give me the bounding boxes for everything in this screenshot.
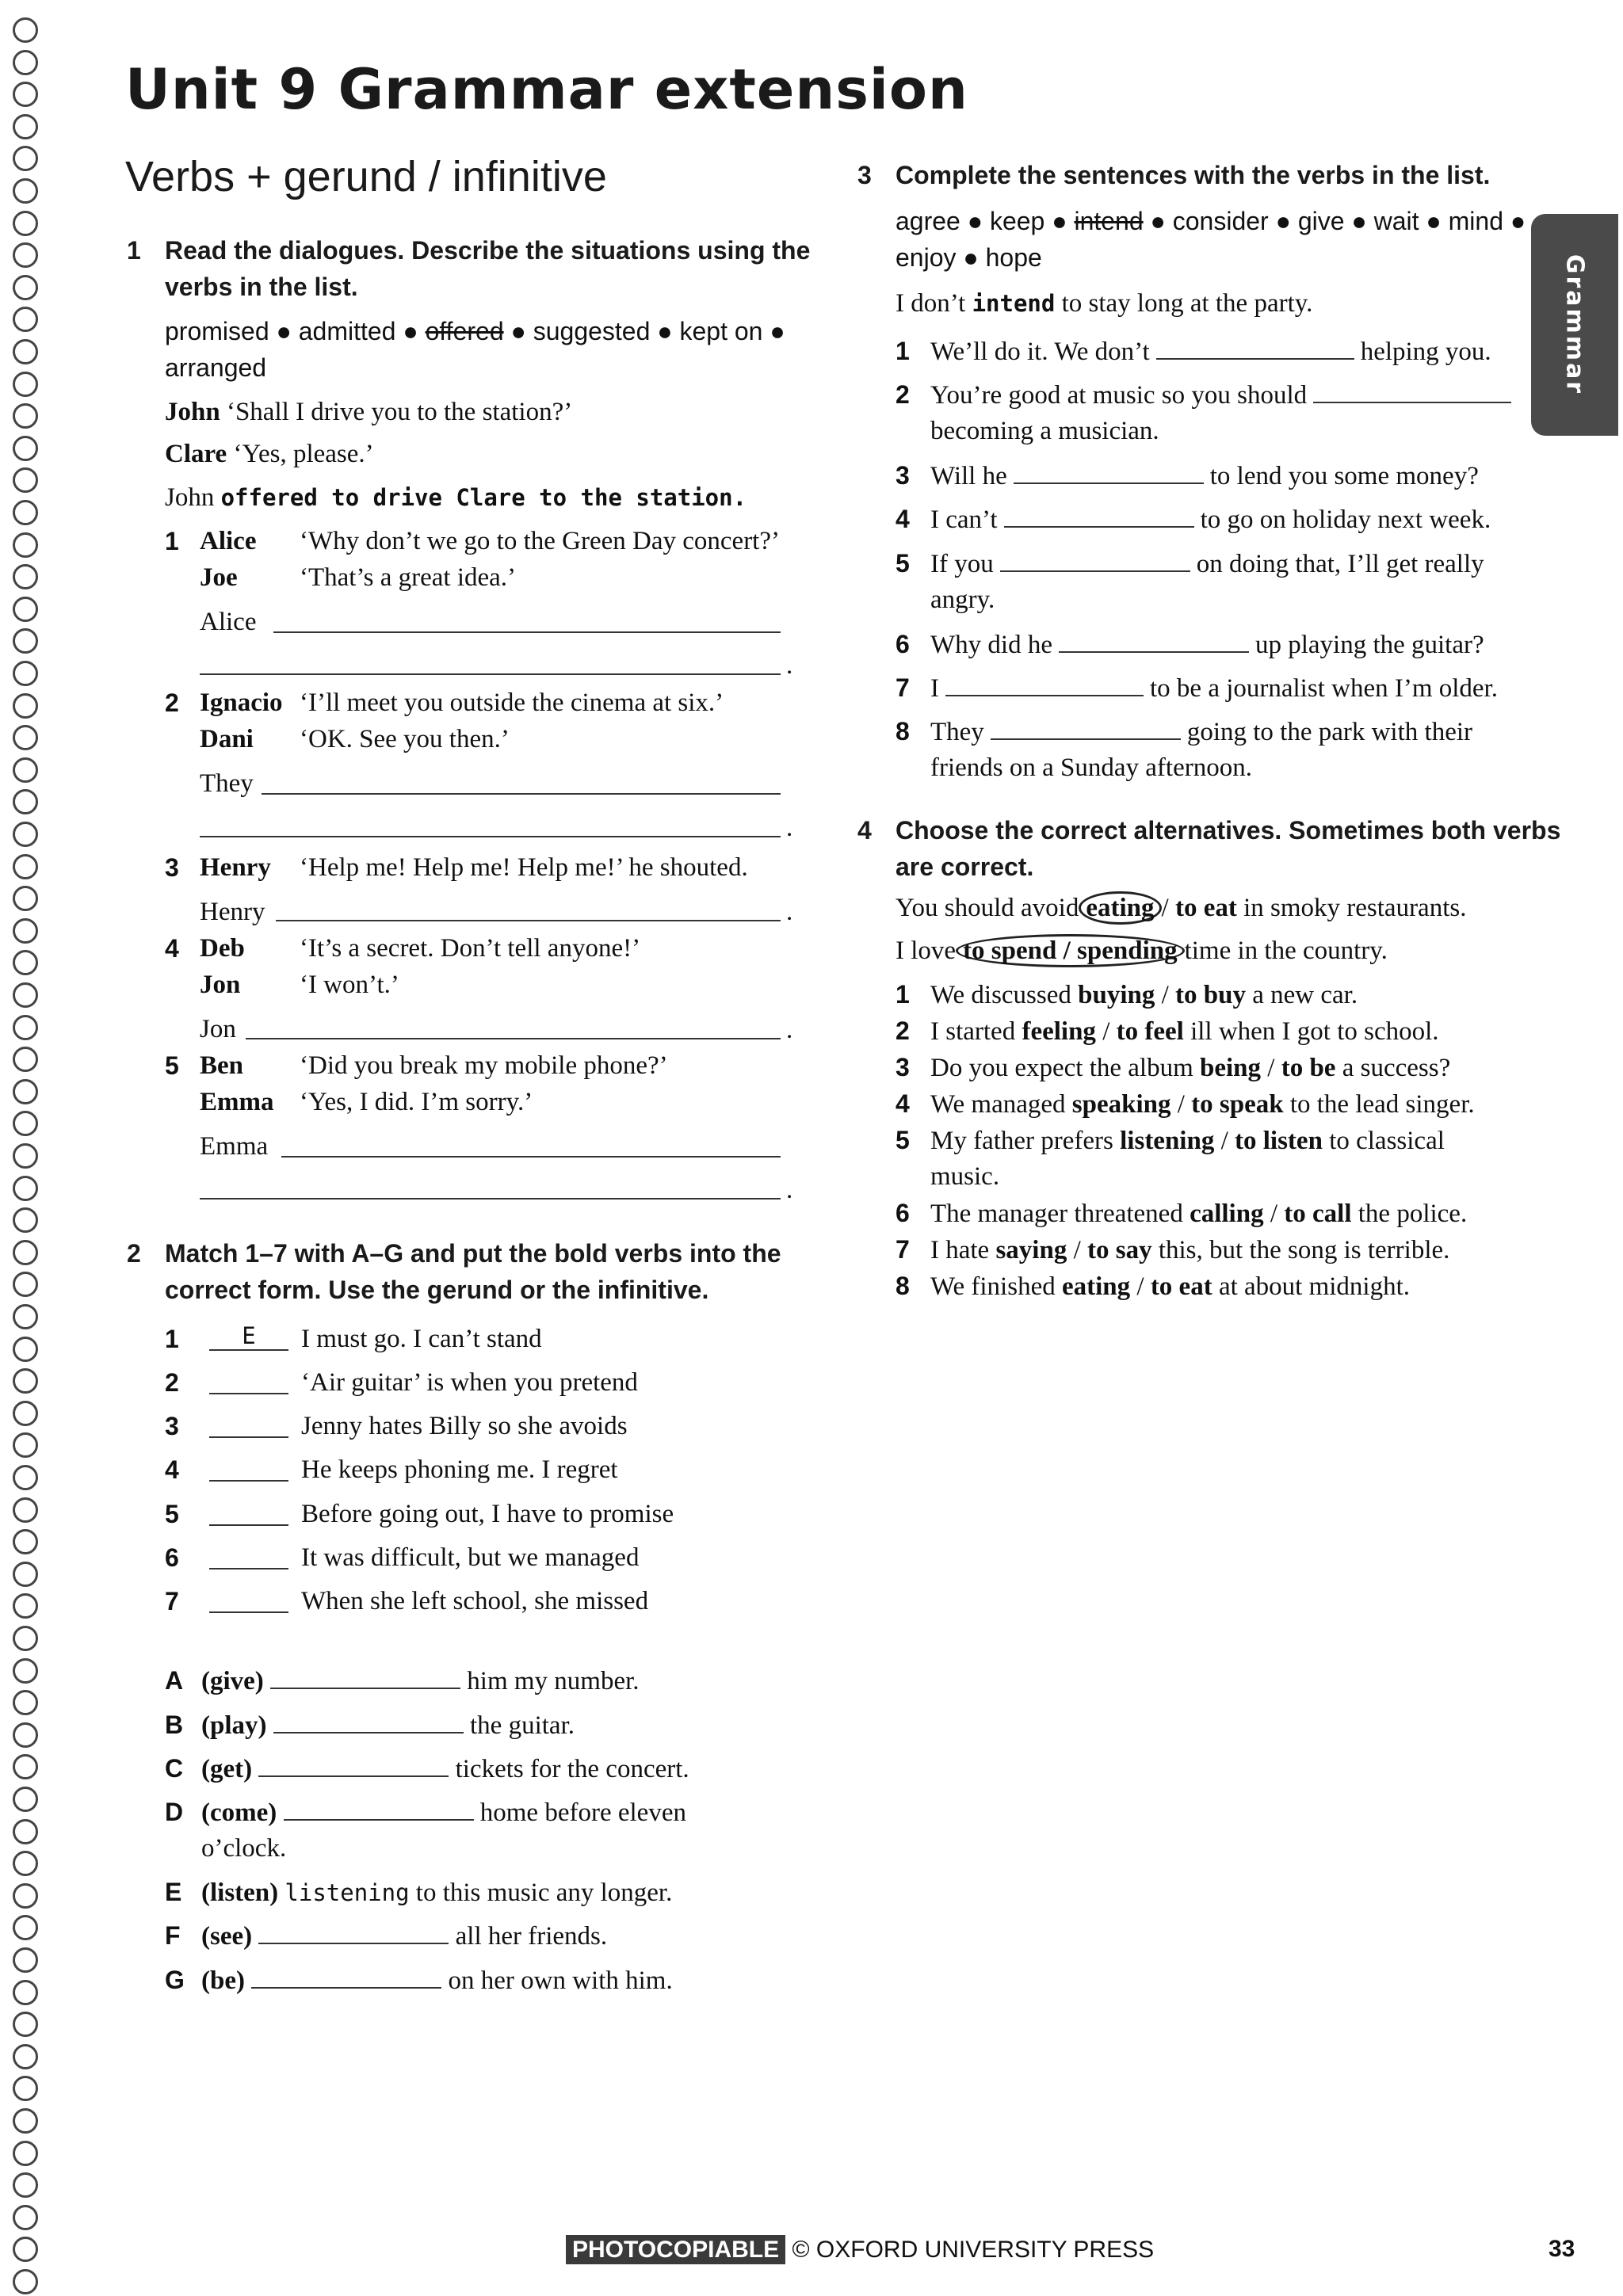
binding-ring: [13, 1176, 38, 1201]
answer-line[interactable]: [281, 1156, 781, 1158]
word-item: kept on: [679, 317, 763, 345]
choice-option[interactable]: buying: [1078, 981, 1155, 1009]
binding-ring: [13, 339, 38, 364]
binding-ring: [13, 1883, 38, 1909]
answer-line[interactable]: [200, 836, 781, 837]
match-answer-blank[interactable]: [209, 1501, 288, 1526]
binding-ring: [13, 1690, 38, 1715]
ex2-ending: D (come) home before eleven: [165, 1794, 686, 1831]
choice-option[interactable]: listening: [1120, 1127, 1215, 1155]
ex4-item: 7 I hate saying / to say this, but the song is terrible.: [896, 1235, 1450, 1264]
binding-ring: [13, 1207, 38, 1233]
binding-ring: [13, 1432, 38, 1458]
binding-ring: [13, 1497, 38, 1523]
binding-ring: [13, 500, 38, 525]
binding-ring: [13, 822, 38, 847]
choice-option[interactable]: saying: [995, 1236, 1067, 1264]
binding-ring: [13, 1787, 38, 1812]
fill-blank[interactable]: [284, 1795, 474, 1821]
spiral-binding: [6, 0, 46, 2296]
choice-option[interactable]: calling: [1190, 1199, 1264, 1228]
circled-answer: to spend / spending: [956, 934, 1185, 967]
item-continuation: music.: [930, 1162, 1000, 1191]
dialogue-line: ‘Did you break my mobile phone?’: [300, 1051, 668, 1080]
speaker: Deb: [200, 934, 245, 963]
binding-ring: [13, 2237, 38, 2262]
binding-ring: [13, 950, 38, 975]
ex3-word-list: agree ● keep ● intend ● consider ● give ● wait ● mind ●: [896, 207, 1526, 235]
ex1-example-line2: Clare ‘Yes, please.’: [165, 440, 374, 468]
binding-ring: [13, 1754, 38, 1779]
answer-line[interactable]: [262, 793, 781, 795]
fill-blank[interactable]: [1000, 547, 1190, 572]
ex1-item-2: 2: [165, 688, 179, 717]
ex2-ending: G (be) on her own with him.: [165, 1962, 673, 1999]
binding-ring: [13, 1304, 38, 1329]
word-item: admitted: [298, 317, 396, 345]
dialogue-line: ‘It’s a secret. Don’t tell anyone!’: [300, 934, 641, 963]
binding-ring: [13, 307, 38, 332]
binding-ring: [13, 1337, 38, 1362]
ex1-instruction-line2: verbs in the list.: [165, 273, 358, 301]
speaker: Joe: [200, 563, 238, 592]
binding-ring: [13, 275, 38, 300]
ex3-number: 3: [857, 161, 872, 189]
period: .: [786, 1176, 793, 1204]
choice-option[interactable]: to call: [1284, 1199, 1352, 1228]
ex1-item-3: 3: [165, 853, 179, 882]
ex4-item: 3 Do you expect the album being / to be a success?: [896, 1053, 1451, 1082]
ex4-number: 4: [857, 816, 872, 845]
period: .: [786, 898, 793, 926]
dialogue-line: ‘Yes, I did. I’m sorry.’: [300, 1088, 533, 1116]
binding-ring: [13, 1111, 38, 1136]
ex1-word-list-line2: [165, 349, 266, 386]
speaker: Dani: [200, 725, 254, 753]
binding-ring: [13, 2269, 38, 2294]
match-answer-blank[interactable]: [209, 1413, 288, 1438]
binding-ring: [13, 2205, 38, 2230]
binding-ring: [13, 628, 38, 654]
footer-copyright: PHOTOCOPIABLE © OXFORD UNIVERSITY PRESS: [566, 2233, 1154, 2267]
binding-ring: [13, 82, 38, 107]
handwritten-answer: E: [242, 1322, 256, 1349]
binding-ring: [13, 1819, 38, 1844]
binding-ring: [13, 114, 38, 139]
speaker: Ben: [200, 1051, 244, 1080]
ex4-example1: You should avoid eating / to eat in smoky restaurants.: [896, 890, 1466, 926]
period: .: [786, 1016, 793, 1044]
ex4-item: 1 We discussed buying / to buy a new car.: [896, 980, 1358, 1009]
speaker: Henry: [200, 853, 271, 882]
binding-ring: [13, 1079, 38, 1104]
ex3-item: 2 You’re good at music so you should: [896, 376, 1518, 414]
ex2-ending: C (get) tickets for the concert.: [165, 1750, 689, 1787]
match-answer-blank[interactable]: [209, 1544, 288, 1569]
fill-blank[interactable]: [270, 1664, 460, 1689]
binding-ring: [13, 1722, 38, 1748]
choice-option[interactable]: eating: [1061, 1272, 1131, 1301]
speaker: Ignacio: [200, 688, 283, 717]
choice-option[interactable]: to eat: [1150, 1272, 1212, 1301]
fill-blank[interactable]: [1014, 459, 1204, 484]
ex2-ending: A (give) him my number.: [165, 1662, 640, 1699]
binding-ring: [13, 211, 38, 236]
ex2-number: 2: [127, 1239, 141, 1268]
dialogue-line: ‘Why don’t we go to the Green Day concert?’: [300, 527, 780, 555]
choice-option[interactable]: to speak: [1191, 1090, 1284, 1119]
fill-blank[interactable]: [258, 1919, 449, 1944]
ex2-instruction: 2 Match 1–7 with A–G and put the bold verbs into the correct form. Use the gerund or the infinitive.: [165, 1235, 781, 1308]
speaker: Alice: [200, 527, 257, 555]
fill-blank[interactable]: [1156, 334, 1354, 360]
answer-line[interactable]: [200, 1198, 781, 1199]
word-item: suggested: [533, 317, 651, 345]
answer-prompt: Alice: [200, 608, 257, 636]
binding-ring: [13, 1368, 38, 1394]
ex4-item: 8 We finished eating / to eat at about midnight.: [896, 1272, 1411, 1301]
binding-ring: [13, 1143, 38, 1169]
binding-ring: [13, 2141, 38, 2166]
fill-blank[interactable]: [1004, 502, 1194, 528]
choice-option[interactable]: being: [1200, 1054, 1262, 1082]
ex1-number: 1: [127, 236, 141, 265]
period: .: [786, 651, 793, 680]
handwritten-answer: intend: [972, 290, 1056, 317]
ex3-item: 7 I to be a journalist when I’m older.: [896, 669, 1498, 707]
fill-blank[interactable]: [1313, 378, 1511, 403]
choice-option[interactable]: to listen: [1235, 1127, 1323, 1155]
ex2-ending: B (play) the guitar.: [165, 1707, 575, 1744]
binding-ring: [13, 725, 38, 750]
binding-ring: [13, 1658, 38, 1684]
binding-ring: [13, 403, 38, 429]
binding-ring: [13, 982, 38, 1008]
binding-ring: [13, 1015, 38, 1040]
period: .: [786, 814, 793, 842]
page-number: 33: [1549, 2236, 1575, 2262]
photocopiable-badge: PHOTOCOPIABLE: [566, 2235, 785, 2264]
binding-ring: [13, 1272, 38, 1297]
binding-ring: [13, 2012, 38, 2037]
ex1-instruction: [127, 232, 811, 305]
speaker: Emma: [200, 1088, 274, 1116]
ex3-item: 8 They going to the park with their: [896, 713, 1472, 750]
fill-blank[interactable]: [273, 1708, 464, 1733]
circled-answer: eating: [1079, 891, 1161, 925]
dialogue-line: ‘I’ll meet you outside the cinema at six.’: [300, 688, 724, 717]
ex2-ending: E (listen) listening to this music any longer.: [165, 1878, 673, 1907]
binding-ring: [13, 757, 38, 783]
speaker: Jon: [200, 971, 241, 999]
binding-ring: [13, 532, 38, 558]
answer-prompt: Henry: [200, 898, 265, 926]
binding-ring: [13, 2108, 38, 2134]
binding-ring: [13, 597, 38, 622]
binding-ring: [13, 1562, 38, 1587]
binding-ring: [13, 886, 38, 911]
fill-blank[interactable]: [945, 671, 1144, 696]
dialogue-line: ‘I won’t.’: [300, 971, 399, 999]
binding-ring: [13, 789, 38, 814]
handwritten-answer: listening: [285, 1879, 410, 1906]
page-title: Unit 9 Grammar extension: [125, 57, 968, 122]
ex3-item: 1 We’ll do it. We don’t helping you.: [896, 333, 1491, 370]
binding-ring: [13, 436, 38, 461]
binding-ring: [13, 918, 38, 944]
answer-line[interactable]: [200, 673, 781, 675]
binding-ring: [13, 2044, 38, 2069]
ex3-item: 5 If you on doing that, I’ll get really: [896, 545, 1484, 582]
ex1-instruction-line1: Read the dialogues. Describe the situations using the: [165, 236, 811, 265]
fill-blank[interactable]: [1059, 627, 1249, 653]
word-item-crossed: intend: [1074, 207, 1144, 235]
ex4-example2: I love to spend / spending time in the country.: [896, 933, 1388, 969]
ex3-example: I don’t intend to stay long at the party.: [896, 289, 1313, 318]
binding-ring: [13, 2172, 38, 2198]
match-answer-blank[interactable]: [209, 1588, 288, 1613]
ex1-word-list: promised ● admitted ● offered ● suggested ● kept on ●: [165, 317, 785, 345]
choice-option[interactable]: to buy: [1175, 981, 1246, 1009]
binding-ring: [13, 693, 38, 719]
word-item: promised: [165, 317, 269, 345]
binding-ring: [13, 564, 38, 589]
answer-prompt: Jon: [200, 1015, 236, 1043]
section-subtitle: Verbs + gerund / infinitive: [125, 153, 607, 200]
handwritten-answer: offered to drive Clare to the station.: [220, 484, 747, 511]
grammar-side-tab: [1531, 214, 1618, 436]
binding-ring: [13, 50, 38, 75]
ex2-ending: F (see) all her friends.: [165, 1917, 607, 1955]
binding-ring: [13, 854, 38, 879]
ex4-item: 2 I started feeling / to feel ill when I got to school.: [896, 1016, 1439, 1046]
dialogue-line: ‘That’s a great idea.’: [300, 563, 517, 592]
binding-ring: [13, 1626, 38, 1651]
fill-blank[interactable]: [251, 1963, 441, 1989]
ex1-item-1: 1: [165, 527, 179, 555]
choice-option[interactable]: to say: [1087, 1236, 1152, 1264]
dialogue-line: ‘Help me! Help me! Help me!’ he shouted.: [300, 853, 748, 882]
ex1-example-answer: John offered to drive Clare to the station.: [165, 483, 747, 512]
binding-ring: [13, 146, 38, 171]
ex3-instruction: 3 Complete the sentences with the verbs in the list.: [896, 157, 1490, 193]
binding-ring: [13, 372, 38, 397]
answer-prompt: Emma: [200, 1132, 269, 1161]
binding-ring: [13, 661, 38, 686]
match-answer-blank[interactable]: [209, 1456, 288, 1482]
dialogue-line: ‘OK. See you then.’: [300, 725, 510, 753]
binding-ring: [13, 1401, 38, 1426]
ex4-instruction: 4 Choose the correct alternatives. Sometimes both verbs are correct.: [896, 812, 1560, 885]
choice-option[interactable]: to feel: [1116, 1017, 1184, 1046]
ex4-item: 5 My father prefers listening / to listen to classical: [896, 1126, 1445, 1155]
ex4-item: 6 The manager threatened calling / to call the police.: [896, 1199, 1468, 1228]
answer-line[interactable]: [246, 1038, 781, 1039]
binding-ring: [13, 1240, 38, 1265]
binding-ring: [13, 178, 38, 204]
ex3-item: 4 I can’t to go on holiday next week.: [896, 501, 1491, 538]
binding-ring: [13, 1593, 38, 1619]
choice-option[interactable]: feeling: [1022, 1017, 1096, 1046]
item-continuation: becoming a musician.: [930, 417, 1159, 445]
binding-ring: [13, 242, 38, 268]
choice-option[interactable]: to be: [1281, 1054, 1336, 1082]
ex3-word-list-line2: enjoy ● hope: [896, 243, 1042, 272]
binding-ring: [13, 1947, 38, 1973]
match-answer-blank[interactable]: [209, 1322, 288, 1351]
ex1-item-5: 5: [165, 1051, 179, 1080]
binding-ring: [13, 467, 38, 493]
ex1-example-line1: John ‘Shall I drive you to the station?’: [165, 398, 573, 426]
word-item: arranged: [165, 353, 267, 382]
fill-blank[interactable]: [258, 1752, 449, 1777]
binding-ring: [13, 1980, 38, 2005]
ex3-item: 6 Why did he up playing the guitar?: [896, 626, 1484, 663]
binding-ring: [13, 1465, 38, 1490]
binding-ring: [13, 1915, 38, 1940]
choice-option[interactable]: speaking: [1071, 1090, 1171, 1119]
ex1-item-4: 4: [165, 934, 179, 963]
side-tab-label: Grammar: [1560, 254, 1589, 396]
ending-continuation: o’clock.: [201, 1834, 287, 1863]
word-item-crossed: offered: [425, 317, 504, 345]
answer-line[interactable]: [276, 920, 781, 921]
binding-ring: [13, 1851, 38, 1876]
ex3-item: 3 Will he to lend you some money?: [896, 457, 1479, 494]
match-answer-blank[interactable]: [209, 1369, 288, 1394]
item-continuation: angry.: [930, 585, 995, 614]
binding-ring: [13, 1047, 38, 1072]
binding-ring: [13, 2076, 38, 2101]
answer-prompt: They: [200, 769, 254, 798]
answer-line[interactable]: [273, 631, 781, 633]
item-continuation: friends on a Sunday afternoon.: [930, 753, 1252, 782]
fill-blank[interactable]: [991, 715, 1181, 740]
ex4-item: 4 We managed speaking / to speak to the lead singer.: [896, 1089, 1475, 1119]
binding-ring: [13, 1529, 38, 1554]
binding-ring: [13, 17, 38, 43]
